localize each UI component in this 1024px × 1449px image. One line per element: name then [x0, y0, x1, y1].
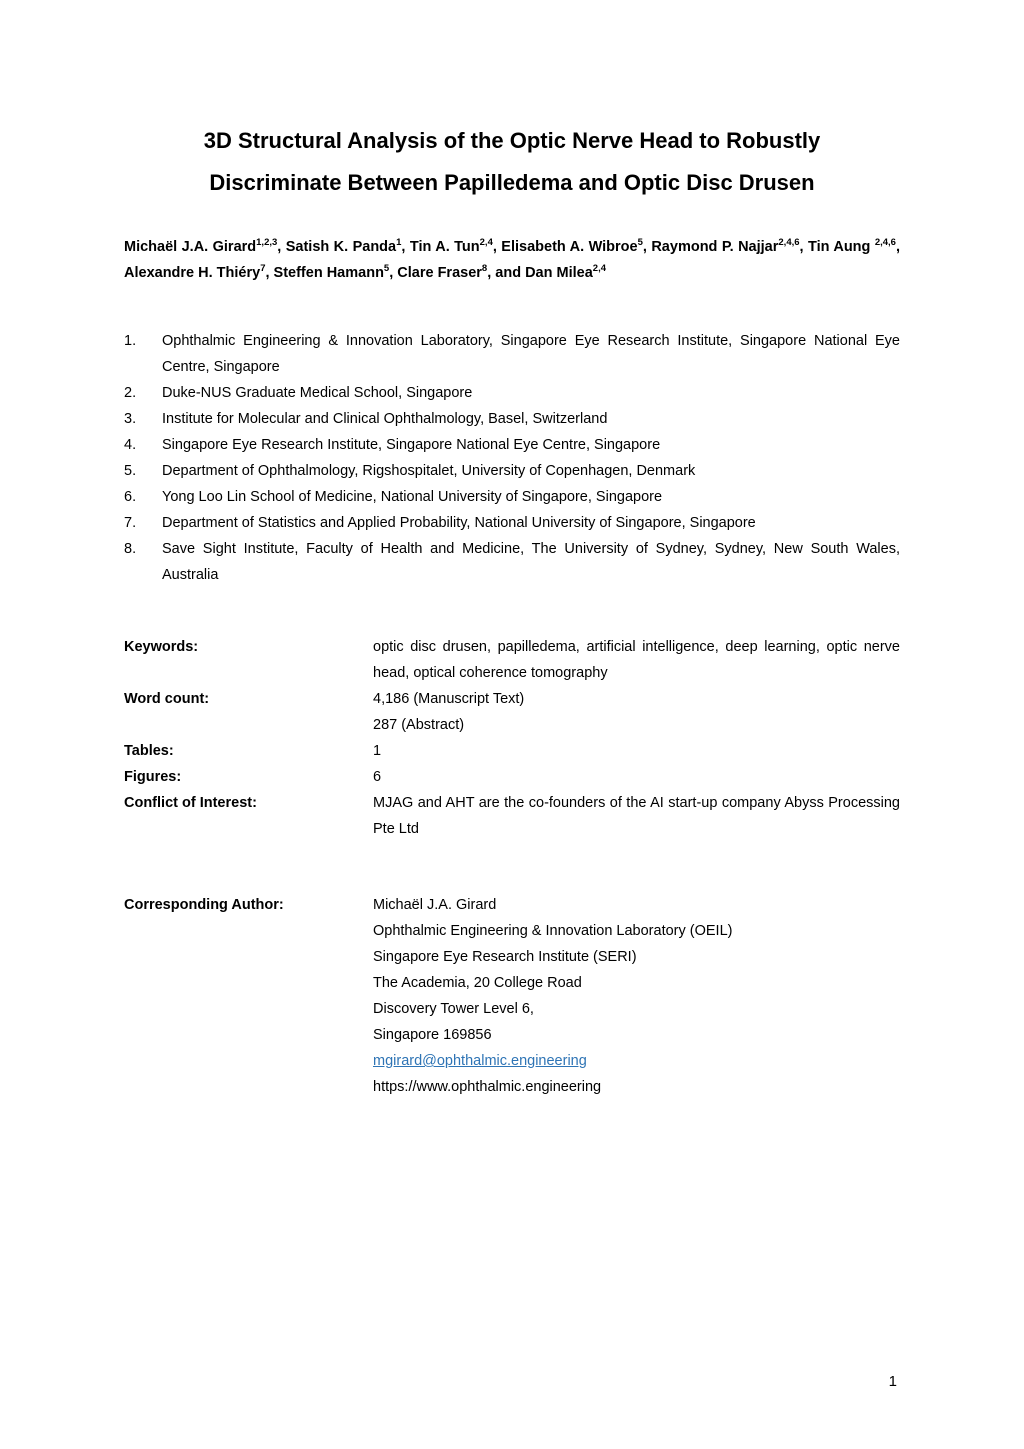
author-name: , Steffen Hamann — [265, 265, 384, 281]
author-affiliation-superscript: 1 — [396, 237, 402, 249]
affiliation-item — [124, 458, 900, 484]
author-name: , and Dan Milea — [487, 265, 593, 281]
affiliation-item — [124, 510, 900, 536]
author-affiliation-superscript: 8 — [481, 263, 488, 275]
meta-value-line: 4,186 (Manuscript Text) — [373, 691, 525, 707]
author-affiliation-superscript: 7 — [260, 263, 266, 275]
author-affiliation-superscript: 2,4 — [592, 263, 606, 275]
corresponding-author-line: Singapore 169856 — [373, 1027, 492, 1043]
corresponding-author-email-row — [373, 1048, 900, 1074]
paper-title-line1: 3D Structural Analysis of the Optic Nerve Head to Robustly — [203, 128, 821, 153]
affiliation-number: 6. — [124, 489, 137, 505]
meta-value — [373, 634, 900, 686]
author-name: , Satish K. Panda — [277, 239, 397, 255]
affiliation-number: 3. — [124, 411, 137, 427]
affiliation-text: Singapore Eye Research Institute, Singapore National Eye Centre, Singapore — [162, 437, 661, 453]
affiliation-item — [124, 406, 900, 432]
corresponding-author-line: Ophthalmic Engineering & Innovation Laboratory (OEIL) — [373, 923, 733, 939]
author-affiliation-superscript: 2,4,6 — [874, 237, 896, 249]
corresponding-author-line: Discovery Tower Level 6, — [373, 1001, 534, 1017]
meta-row — [124, 790, 900, 842]
meta-value-line: 287 (Abstract) — [373, 717, 465, 733]
affiliation-text: Institute for Molecular and Clinical Ophthalmology, Basel, Switzerland — [162, 411, 608, 427]
meta-value-line: MJAG and AHT are the co-founders of the AI start-up company Abyss Processing Pte Ltd — [373, 795, 900, 837]
affiliation-item — [124, 536, 900, 588]
meta-row — [124, 738, 900, 764]
author-affiliation-superscript: 5 — [383, 263, 390, 275]
meta-row — [124, 764, 900, 790]
meta-value-line: 6 — [373, 769, 382, 785]
paper-title-line2: Discriminate Between Papilledema and Optic Disc Drusen — [209, 170, 815, 195]
corresponding-author-label: Corresponding Author: — [124, 897, 284, 913]
meta-label: Tables: — [124, 743, 174, 759]
author-name: , Elisabeth A. Wibroe — [492, 239, 638, 255]
meta-value — [373, 686, 900, 738]
corresponding-author-details — [373, 892, 900, 1100]
author-name: , Alexandre H. Thiéry — [124, 239, 900, 281]
affiliation-number: 8. — [124, 541, 137, 557]
affiliation-item — [124, 432, 900, 458]
corresponding-author-email-link[interactable]: mgirard@ophthalmic.engineering — [373, 1053, 587, 1069]
affiliation-item — [124, 380, 900, 406]
affiliation-number: 4. — [124, 437, 137, 453]
corresponding-author-block — [124, 892, 900, 1100]
affiliation-number: 7. — [124, 515, 137, 531]
meta-row — [124, 686, 900, 738]
paper-title — [124, 120, 900, 204]
affiliation-number: 2. — [124, 385, 137, 401]
author-affiliation-superscript: 2,4,6 — [778, 237, 800, 249]
affiliation-list — [124, 328, 900, 588]
meta-label: Keywords: — [124, 639, 199, 655]
meta-value — [373, 738, 900, 764]
author-name: , Raymond P. Najjar — [642, 239, 779, 255]
author-affiliation-superscript: 2,4 — [479, 237, 493, 249]
affiliation-text: Duke-NUS Graduate Medical School, Singapore — [162, 385, 473, 401]
corresponding-author-line: Michaël J.A. Girard — [373, 897, 497, 913]
meta-value-line: optic disc drusen, papilledema, artificial intelligence, deep learning, optic nerve head, optical coherence tomography — [373, 639, 900, 681]
author-line — [124, 234, 900, 286]
author-affiliation-superscript: 5 — [637, 237, 643, 249]
author-name: , Tin A. Tun — [401, 239, 480, 255]
corresponding-author-line: The Academia, 20 College Road — [373, 975, 582, 991]
affiliation-item — [124, 328, 900, 380]
page-number: 1 — [888, 1373, 897, 1390]
affiliation-text: Save Sight Institute, Faculty of Health and Medicine, The University of Sydney, Sydney, New South Wales, Australia — [162, 541, 900, 583]
author-name: , Tin Aung — [799, 239, 875, 255]
affiliation-item — [124, 484, 900, 510]
corresponding-author-line: Singapore Eye Research Institute (SERI) — [373, 949, 637, 965]
affiliation-text: Yong Loo Lin School of Medicine, National University of Singapore, Singapore — [162, 489, 663, 505]
meta-value — [373, 764, 900, 790]
meta-block — [124, 634, 900, 842]
author-name: , Clare Fraser — [389, 265, 482, 281]
corresponding-author-website: https://www.ophthalmic.engineering — [373, 1079, 602, 1095]
affiliation-number: 5. — [124, 463, 137, 479]
author-affiliation-superscript: 1,2,3 — [256, 237, 278, 249]
affiliation-text: Department of Statistics and Applied Probability, National University of Singapore, Singapore — [162, 515, 756, 531]
meta-label: Word count: — [124, 691, 210, 707]
author-name: Michaël J.A. Girard — [124, 239, 257, 255]
affiliation-number: 1. — [124, 333, 137, 349]
affiliation-text: Ophthalmic Engineering & Innovation Laboratory, Singapore Eye Research Institute, Singapore National Eye Centre, Singapore — [162, 333, 900, 375]
meta-row — [124, 634, 900, 686]
meta-value-line: 1 — [373, 743, 382, 759]
affiliation-text: Department of Ophthalmology, Rigshospitalet, University of Copenhagen, Denmark — [162, 463, 696, 479]
meta-value — [373, 790, 900, 842]
meta-label: Figures: — [124, 769, 182, 785]
meta-label: Conflict of Interest: — [124, 795, 257, 811]
